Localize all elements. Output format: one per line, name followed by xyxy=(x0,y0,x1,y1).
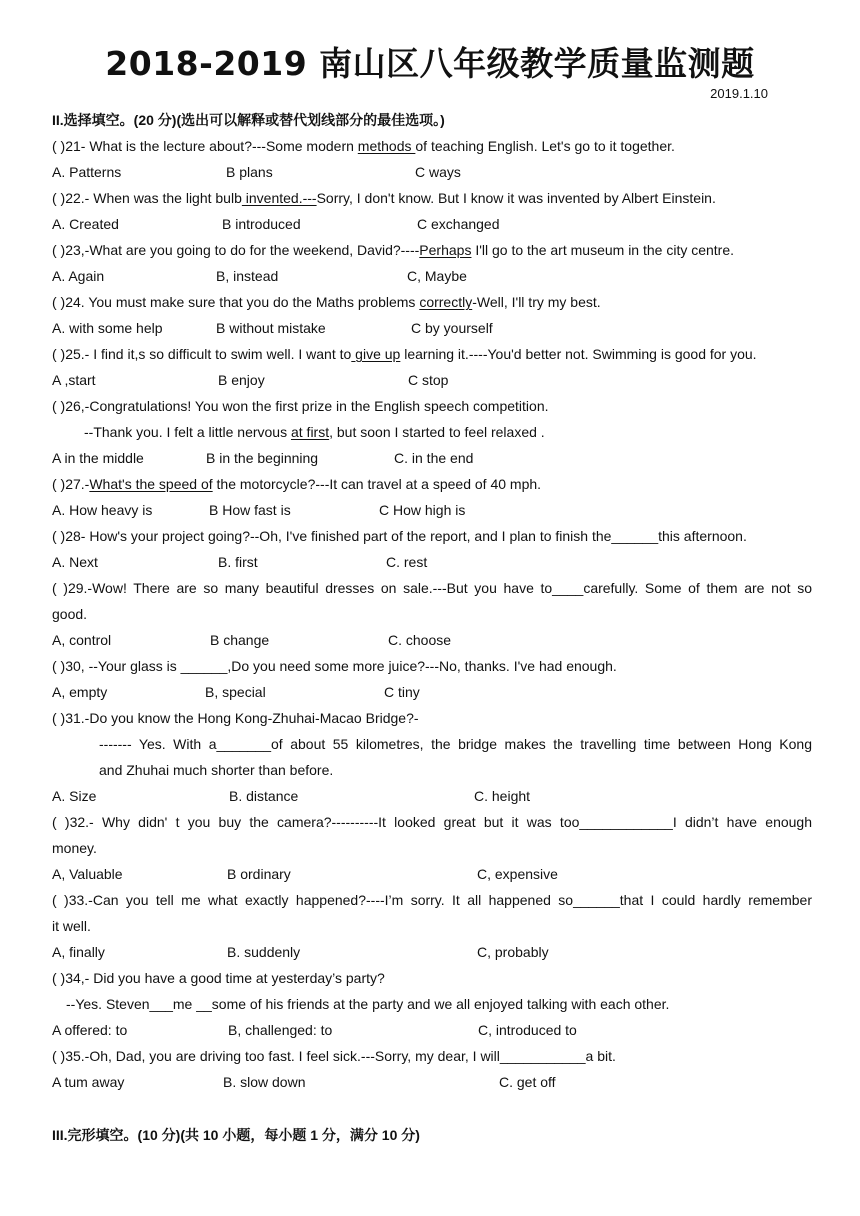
option-b: B enjoy xyxy=(218,372,265,388)
question-29: ( )29.-Wow! There are so many beautiful dresses on sale.---But you have to____carefully. Some of them are not so xyxy=(52,580,812,596)
question-34-reply: --Yes. Steven___me __some of his friends at the party and we all enjoyed talking with each other. xyxy=(66,996,670,1012)
question-32: ( )32.- Why didn' t you buy the camera?----------It looked great but it was too____________I didn’t have enough xyxy=(52,814,812,830)
option-c: C, probably xyxy=(477,944,549,960)
question-24-options xyxy=(52,318,812,338)
option-b: B introduced xyxy=(222,216,301,232)
question-31-reply: ------- Yes. With a_______of about 55 kilometres, the bridge makes the travelling time between Hong Kong xyxy=(99,736,812,752)
section-3-heading: III.完形填空。(10 分)(共 10 小题，每小题 1 分，满分 10 分) xyxy=(52,1127,420,1143)
question-25: ( )25.- I find it,s so difficult to swim well. I want to give up learning it.----You'd better not. Swimming is good for you. xyxy=(52,346,757,362)
question-26: ( )26,-Congratulations! You won the first prize in the English speech competition. xyxy=(52,398,549,414)
question-22-options xyxy=(52,214,812,234)
option-a: A ,start xyxy=(52,372,96,388)
option-b: B, special xyxy=(205,684,266,700)
underlined-phrase: give up xyxy=(351,346,401,362)
question-28-options xyxy=(52,552,812,572)
underlined-phrase: What's the speed of xyxy=(89,476,213,492)
option-a: A, empty xyxy=(52,684,108,700)
option-c: C tiny xyxy=(384,684,420,700)
option-a: A. How heavy is xyxy=(52,502,153,518)
question-23: ( )23,-What are you going to do for the weekend, David?----Perhaps I'll go to the art museum in the city centre. xyxy=(52,242,735,258)
option-a: A. Next xyxy=(52,554,98,570)
option-a: A. Patterns xyxy=(52,164,122,180)
question-31: ( )31.-Do you know the Hong Kong-Zhuhai-Macao Bridge?- xyxy=(52,710,419,726)
option-a: A in the middle xyxy=(52,450,144,466)
option-a: A, control xyxy=(52,632,112,648)
underlined-phrase: Perhaps xyxy=(419,242,472,258)
option-c: C, introduced to xyxy=(478,1022,577,1038)
question-23-options xyxy=(52,266,812,286)
question-21: ( )21- What is the lecture about?---Some modern methods of teaching English. Let's go to it together. xyxy=(52,138,675,154)
option-b: B. slow down xyxy=(223,1074,306,1090)
question-33-options xyxy=(52,942,812,962)
question-32-cont: money. xyxy=(52,840,97,856)
option-c: C, expensive xyxy=(477,866,558,882)
option-b: B. suddenly xyxy=(227,944,301,960)
option-c: C, Maybe xyxy=(407,268,467,284)
question-26-options xyxy=(52,448,812,468)
option-a: A. with some help xyxy=(52,320,163,336)
question-35: ( )35.-Oh, Dad, you are driving too fast. I feel sick.---Sorry, my dear, I will___________a bit. xyxy=(52,1048,616,1064)
option-c: C by yourself xyxy=(411,320,493,336)
option-b: B, challenged: to xyxy=(228,1022,333,1038)
exam-date: 2019.1.10 xyxy=(710,86,768,101)
option-c: C stop xyxy=(408,372,449,388)
question-35-options xyxy=(52,1072,812,1092)
option-a: A. Size xyxy=(52,788,97,804)
option-c: C How high is xyxy=(379,502,466,518)
option-c: C. in the end xyxy=(394,450,474,466)
section-2-heading: II.选择填空。(20 分)(选出可以解释或替代划线部分的最佳选项。) xyxy=(52,112,445,128)
option-c: C. get off xyxy=(499,1074,556,1090)
question-30-options xyxy=(52,682,812,702)
option-b: B, instead xyxy=(216,268,279,284)
option-a: A, finally xyxy=(52,944,105,960)
question-28: ( )28- How's your project going?--Oh, I've finished part of the report, and I plan to finish the______this afternoon. xyxy=(52,528,747,544)
question-27-options xyxy=(52,500,812,520)
option-a: A offered: to xyxy=(52,1022,128,1038)
option-a: A. Created xyxy=(52,216,119,232)
question-26-reply: --Thank you. I felt a little nervous at first, but soon I started to feel relaxed . xyxy=(84,424,545,440)
question-30: ( )30, --Your glass is ______,Do you need some more juice?---No, thanks. I've had enough. xyxy=(52,658,617,674)
option-b: B plans xyxy=(226,164,273,180)
question-31-options xyxy=(52,786,812,806)
question-24: ( )24. You must make sure that you do the Maths problems correctly-Well, I'll try my best. xyxy=(52,294,601,310)
option-c: C ways xyxy=(415,164,461,180)
option-b: B. first xyxy=(218,554,258,570)
option-a: A. Again xyxy=(52,268,105,284)
option-b: B ordinary xyxy=(227,866,291,882)
question-22: ( )22.- When was the light bulb invented.---Sorry, I don't know. But I know it was invented by Albert Einstein. xyxy=(52,190,716,206)
question-34-options xyxy=(52,1020,812,1040)
option-b: B. distance xyxy=(229,788,299,804)
question-21-options xyxy=(52,162,812,182)
question-29-cont: good. xyxy=(52,606,88,622)
underlined-phrase: at first xyxy=(290,424,330,440)
option-b: B without mistake xyxy=(216,320,326,336)
option-a: A tum away xyxy=(52,1074,125,1090)
option-b: B How fast is xyxy=(209,502,291,518)
question-33-cont: it well. xyxy=(52,918,91,934)
option-c: C. height xyxy=(474,788,531,804)
underlined-phrase: methods xyxy=(357,138,416,154)
question-27: ( )27.-What's the speed of the motorcycle?---It can travel at a speed of 40 mph. xyxy=(52,476,542,492)
option-b: B change xyxy=(210,632,270,648)
question-34: ( )34,- Did you have a good time at yesterday’s party? xyxy=(52,970,385,986)
question-25-options xyxy=(52,370,812,390)
option-c: C. rest xyxy=(386,554,428,570)
underlined-phrase: invented.--- xyxy=(241,190,317,206)
question-31-reply-cont: and Zhuhai much shorter than before. xyxy=(99,762,334,778)
option-c: C exchanged xyxy=(417,216,500,232)
underlined-phrase: correctly xyxy=(419,294,473,310)
option-b: B in the beginning xyxy=(206,450,319,466)
question-29-options xyxy=(52,630,812,650)
option-c: C. choose xyxy=(388,632,452,648)
option-a: A, Valuable xyxy=(52,866,123,882)
question-33: ( )33.-Can you tell me what exactly happened?----I’m sorry. It all happened so______that I could hardly remember xyxy=(52,892,812,908)
page-title: 2018-2019 南山区八年级教学质量监测题 xyxy=(105,44,755,83)
question-32-options xyxy=(52,864,812,884)
